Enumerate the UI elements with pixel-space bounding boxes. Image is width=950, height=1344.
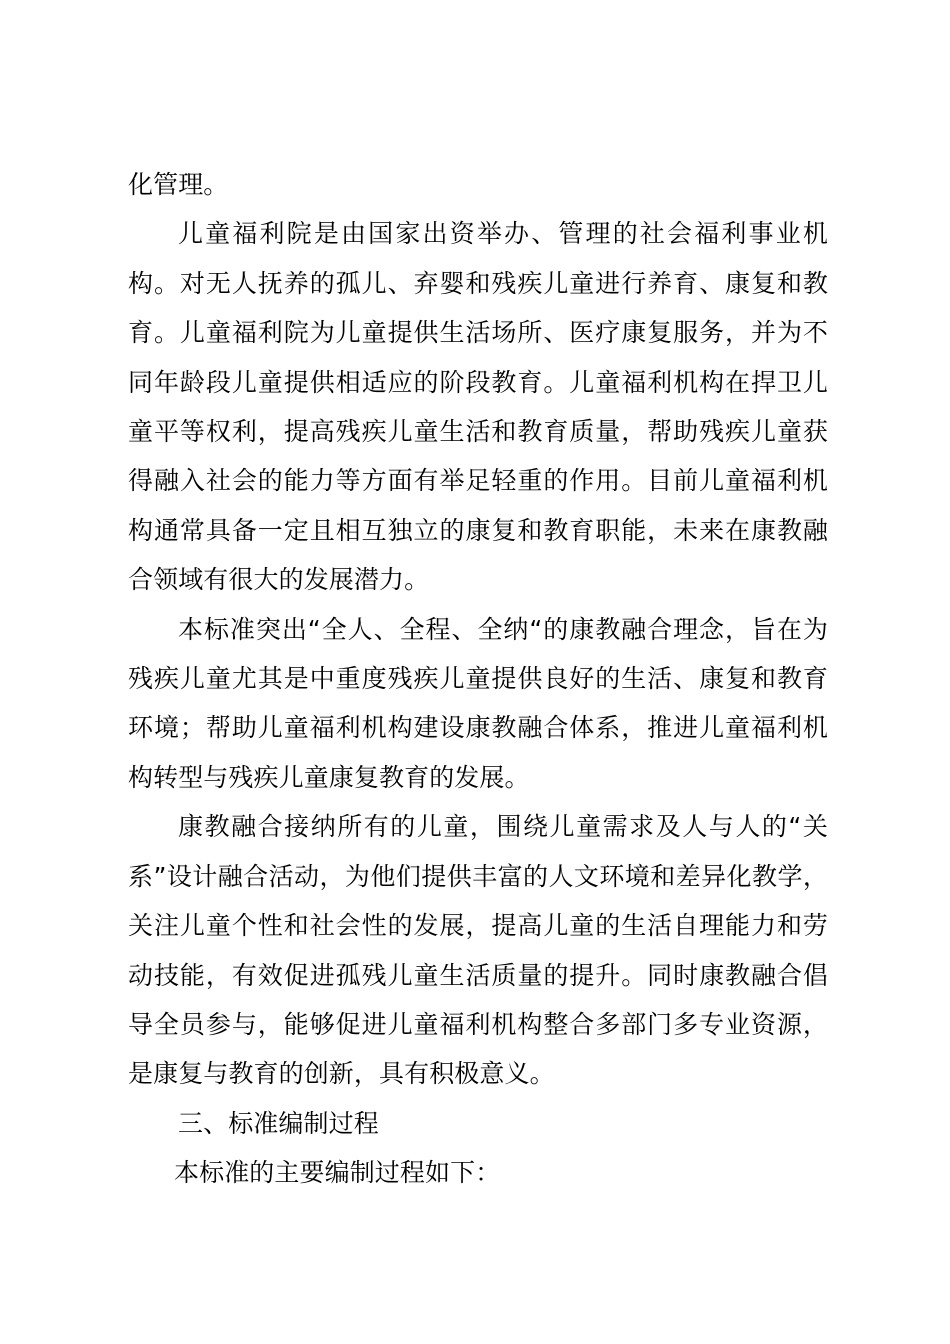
section-heading: 三、标准编制过程 bbox=[178, 1108, 379, 1138]
paragraph-welfare-institution: 儿童福利院是由国家出资举办、管理的社会福利事业机构。对无人抚养的孤儿、弃婴和残疾儿童进行养育、康复和教育。儿童福利院为儿童提供生活场所、医疗康复服务，并为不同年龄段儿童提供相适应的阶段教育。儿童福利机构在捍卫儿童平等权利，提高残疾儿童生活和教育质量，帮助残疾儿童获得融入社会的能力等方面有举足轻重的作用。目前儿童福利机构通常具备一定且相互独立的康复和教育职能，未来在康教融合领域有很大的发展潜力。 bbox=[128, 219, 828, 595]
section-intro-line: 本标准的主要编制过程如下： bbox=[174, 1158, 501, 1188]
paragraph-integration-benefits: 康教融合接纳所有的儿童，围绕儿童需求及人与人的“关系”设计融合活动，为他们提供丰富的人文环境和差异化教学，关注儿童个性和社会性的发展，提高儿童的生活自理能力和劳动技能，有效促进孤残儿童生活质量的提升。同时康教融合倡导全员参与，能够促进儿童福利机构整合多部门多专业资源，是康复与教育的创新，具有积极意义。 bbox=[128, 812, 828, 1089]
paragraph-standard-concept: 本标准突出“全人、全程、全纳“的康教融合理念，旨在为残疾儿童尤其是中重度残疾儿童提供良好的生活、康复和教育环境；帮助儿童福利机构建设康教融合体系，推进儿童福利机构转型与残疾儿童康复教育的发展。 bbox=[128, 614, 828, 792]
document-body bbox=[128, 160, 828, 1198]
paragraph-continuation: 化管理。 bbox=[128, 170, 229, 199]
